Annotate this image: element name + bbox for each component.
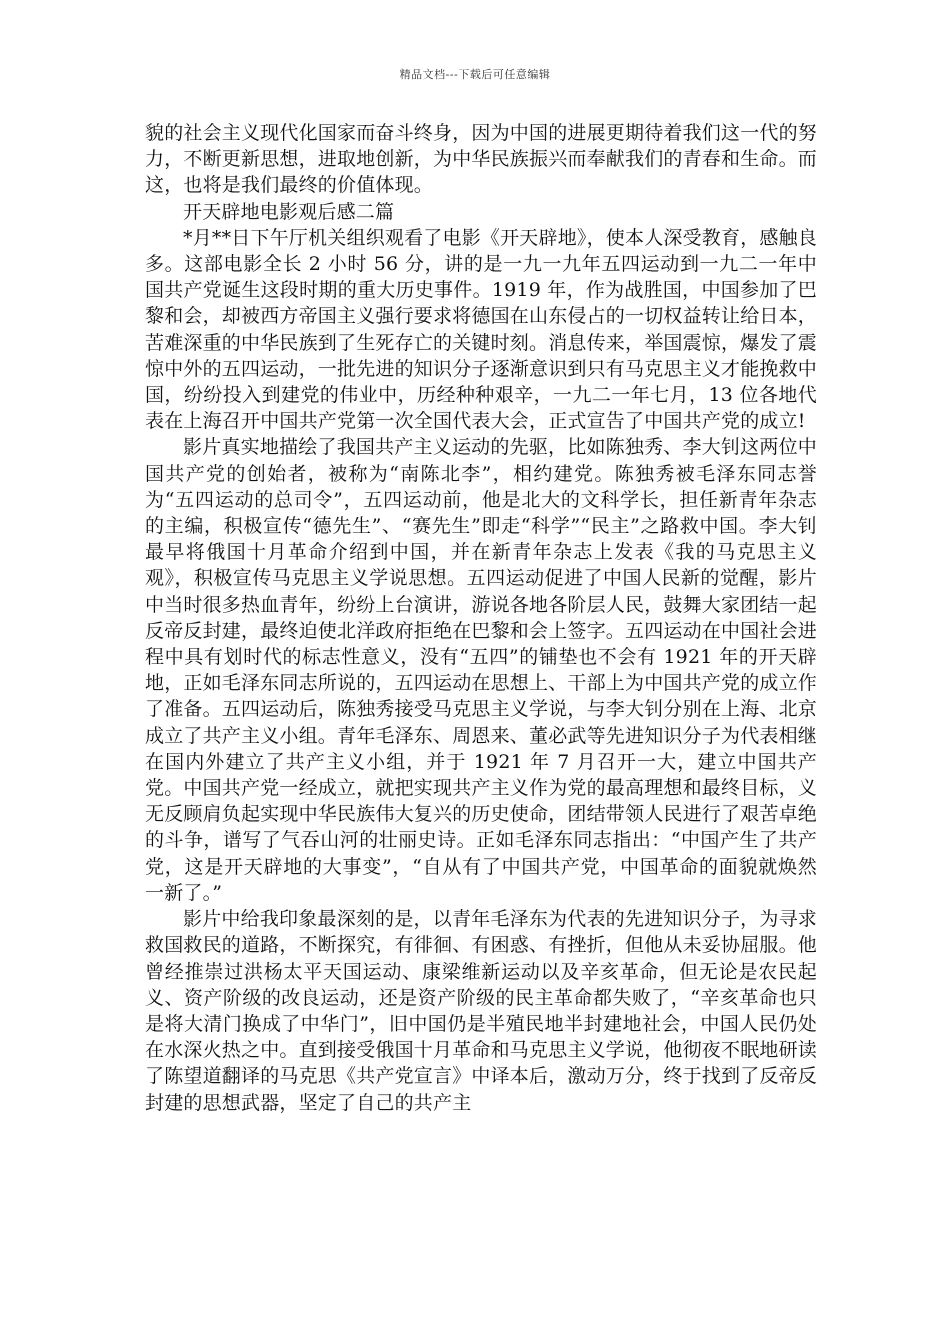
page-header: 精品文档---下载后可任意编辑 <box>399 68 551 81</box>
paragraph: 影片中给我印象最深刻的是，以青年毛泽东为代表的先进知识分子，为寻求救国救民的道路，不断探究，有徘徊、有困惑、有挫折，但他从未妥协屈服。他曾经推崇过洪杨太平天国运动、康梁维新运动以及辛亥革命，但无论是农民起义、资产阶级的改良运动，还是资产阶级的民主革命都失败了，“辛亥革命也只是将大清门换成了中华门”，旧中国仍是半殖民地半封建地社会，中国人民仍处在水深火热之中。直到接受俄国十月革命和马克思主义学说，他彻夜不眠地研读了陈望道翻译的马克思《共产党宣言》中译本后，激动万分，终于找到了反帝反封建的思想武器，坚定了自己的共产主 <box>145 908 818 1114</box>
document-body <box>145 120 817 1116</box>
paragraph: 影片真实地描绘了我国共产主义运动的先驱，比如陈独秀、李大钊这两位中国共产党的创始者，被称为“南陈北李”，相约建党。陈独秀被毛泽东同志誉为“五四运动的总司令”，五四运动前，他是北大的文科学长，担任新青年杂志的主编，积极宣传“德先生”、“赛先生”即走“科学”“民主”之路救中国。李大钊最早将俄国十月革命介绍到中国，并在新青年杂志上发表《我的马克思主义观》，积极宣传马克思主义学说思想。五四运动促进了中国人民新的觉醒，影片中当时很多热血青年，纷纷上台演讲，游说各地各阶层人民，鼓舞大家团结一起反帝反封建，最终迫使北洋政府拒绝在巴黎和会上签字。五四运动在中国社会进程中具有划时代的标志性意义，没有“五四”的铺垫也不会有 1921 年的开天辟地，正如毛泽东同志所说的，五四运动在思想上、干部上为中国共产党的成立作了准备。五四运动后，陈独秀接受马克思主义学说，与李大钊分别在上海、北京成立了共产主义小组。青年毛泽东、周恩来、董必武等先进知识分子为代表相继在国内外建立了共产主义小组，并于 1921 年 7 月召开一大，建立中国共产党。中国共产党一经成立，就把实现共产主义作为党的最高理想和最终目标，义无反顾肩负起实现中华民族伟大复兴的历史使命，团结带领人民进行了艰苦卓绝的斗争，谱写了气吞山河的壮丽史诗。正如毛泽东同志指出：“中国产生了共产党，这是开天辟地的大事变”，“自从有了中国共产党，中国革命的面貌就焕然一新了。” <box>145 436 818 904</box>
section-heading: 开天辟地电影观后感二篇 <box>183 200 395 223</box>
paragraph: *月**日下午厅机关组织观看了电影《开天辟地》，使本人深受教育，感触良多。这部电影全长 2 小时 56 分，讲的是一九一九年五四运动到一九二一年中国共产党诞生这段时期的重大历史事件。1919 年，作为战胜国，中国参加了巴黎和会，却被西方帝国主义强行要求将德国在山东侵占的一切权益转让给日本，苦难深重的中华民族到了生死存亡的关键时刻。消息传来，举国震惊，爆发了震惊中外的五四运动，一批先进的知识分子逐渐意识到只有马克思主义才能挽救中国，纷纷投入到建党的伟业中，历经种种艰辛，一九二一年七月，13 位各地代表在上海召开中国共产党第一次全国代表大会，正式宣告了中国共产党的成立! <box>145 226 818 433</box>
paragraph-continuation: 貌的社会主义现代化国家而奋斗终身，因为中国的进展更期待着我们这一代的努力，不断更新思想，进取地创新，为中华民族振兴而奉献我们的青春和生命。而这，也将是我们最终的价值体现。 <box>145 122 818 197</box>
